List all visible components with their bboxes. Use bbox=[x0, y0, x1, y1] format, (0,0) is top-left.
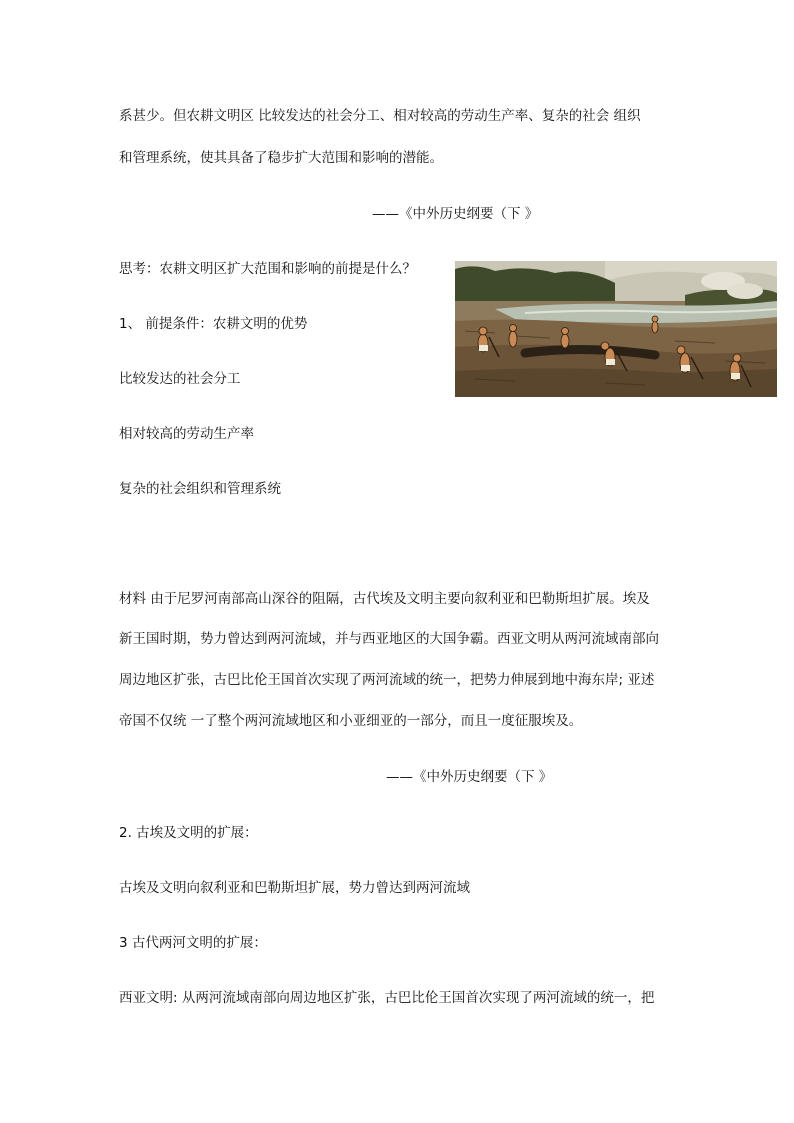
point1-item-1: 比较发达的社会分工 bbox=[119, 371, 241, 387]
farming-illustration bbox=[455, 261, 777, 397]
section2-heading: 2. 古埃及文明的扩展： bbox=[119, 825, 258, 841]
material-line2: 新王国时期，势力曾达到两河流域，并与西亚地区的大国争霸。西亚文明从两河流域南部向 bbox=[119, 631, 659, 647]
material-line1: 材料 由于尼罗河南部高山深谷的阻隔，古代埃及文明主要向叙利亚和巴勒斯坦扩展。埃及 bbox=[119, 591, 650, 607]
thinking-question: 思考：农耕文明区扩大范围和影响的前提是什么？ bbox=[119, 261, 416, 277]
section3-text: 西亚文明: 从两河流域南部向周边地区扩张，古巴比伦王国首次实现了两河流域的统一，把 bbox=[119, 990, 655, 1006]
section3-heading: 3 古代两河文明的扩展： bbox=[119, 935, 267, 951]
section2-text: 古埃及文明向叙利亚和巴勒斯坦扩展，势力曾达到两河流域 bbox=[119, 880, 470, 896]
paragraph1-line2: 和管理系统，使其具备了稳步扩大范围和影响的潜能。 bbox=[119, 150, 443, 166]
material-line4: 帝国不仅统 一了整个两河流域地区和小亚细亚的一部分，而且一度征服埃及。 bbox=[119, 713, 583, 729]
point1-item-3: 复杂的社会组织和管理系统 bbox=[119, 481, 281, 497]
citation-2: ——《中外历史纲要（下 》 bbox=[386, 769, 553, 785]
point1-item-2: 相对较高的劳动生产率 bbox=[119, 426, 254, 442]
paragraph1-line1: 系甚少。但农耕文明区 比较发达的社会分工、相对较高的劳动生产率、复杂的社会 组织 bbox=[119, 108, 641, 124]
citation-1: ——《中外历史纲要（下 》 bbox=[372, 206, 539, 222]
point1-heading: 1、 前提条件：农耕文明的优势 bbox=[119, 316, 308, 332]
material-line3: 周边地区扩张，古巴比伦王国首次实现了两河流域的统一，把势力伸展到地中海东岸; 亚述 bbox=[119, 672, 655, 688]
